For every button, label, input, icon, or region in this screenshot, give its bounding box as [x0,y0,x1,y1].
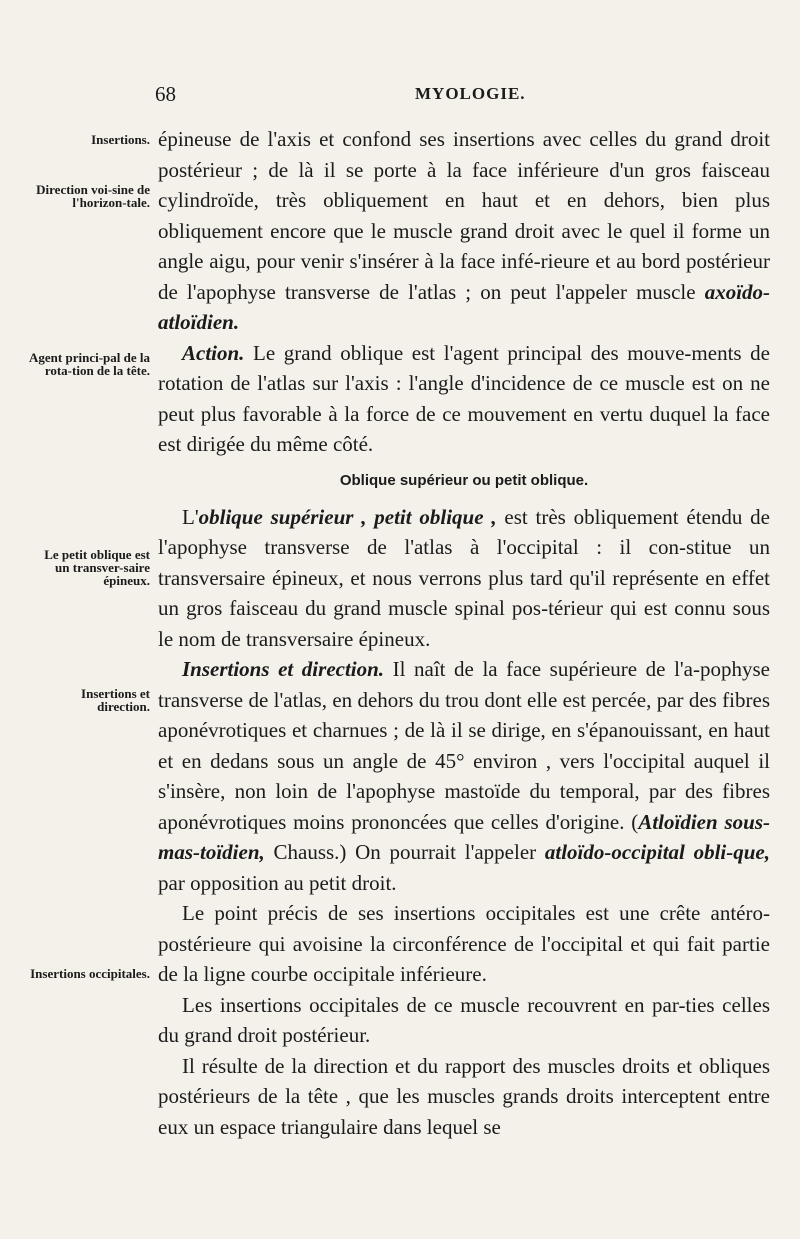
paragraph-text: Il résulte de la direction et du rapport des muscles droits et obliques postérieurs de la tête , que les muscles grands droits interceptent entre eux un espace triangulaire dans lequel se [158,1053,770,1139]
paragraph [158,502,770,655]
paragraph [158,990,770,1051]
italic-term: Atloïdien sous-mas-toïdien, [158,809,770,864]
margin-note-direction: Direction voi-sine de l'horizon-tale. [36,182,150,210]
page-header [155,82,780,112]
italic-term: atloïdo-occipital obli-que, [544,840,771,864]
italic-term: axoïdo-atloïdien. [158,279,771,334]
italic-term: oblique supérieur , petit oblique , [198,504,497,529]
margin-note-agent: Agent princi-pal de la rota-tion de la tête. [29,350,150,378]
paragraph-text: Il naît de la face supérieure de l'a-pophyse transverse de l'atlas, en dehors du trou dont elle est percée, par des fibres aponévrotiques et charnues ; de là il se dirige, en s'épanouissant, en haut et en dedans sous un angle de 45° environ , vers l'occipital auquel il s'insère, non loin de l'apophyse mastoïde du temporal, par des fibres aponévrotiques moins prononcées que celles d'origine. ( [158,657,770,834]
margin-note-petit-oblique: Le petit oblique est un transver-saire épineux. [44,547,150,588]
paragraph-text: Chauss.) On pourrait l'appeler [273,840,537,864]
margin-note-insertions-occipitales: Insertions occipitales. [30,966,150,981]
main-text [158,124,770,1142]
paragraph [158,124,770,338]
paragraph [158,898,770,990]
margin-notes [0,0,160,1239]
paragraph-text: est très obliquement étendu de l'apophyse transverse de l'atlas à l'occipital : il con-stitue un transversaire épineux, et nous verrons plus tard qu'il représente en effet un gros faisceau du grand muscle spinal pos-térieur qui est connu sous le nom de transversaire épineux. [158,504,770,651]
paragraph [158,1051,770,1143]
page-number: 68 [155,82,176,106]
margin-note-insertions-direction: Insertions et direction. [81,686,150,714]
paragraph-text: L' [182,504,199,529]
section-subheading: Oblique supérieur ou petit oblique. [339,471,589,489]
paragraph-text: épineuse de l'axis et confond ses insertions avec celles du grand droit postérieur ; de là il se porte à la face inférieure d'un gros faisceau cylindroïde, très obliquement en haut et en dehors, bien plus obliquement encore que le muscle grand droit avec le quel il forme un angle aigu, pour venir s'insérer à la face infé-rieure et au bord postérieur de l'apophyse transverse de l'atlas ; on peut l'appeler muscle [158,127,770,304]
italic-heading: Action. [182,340,245,365]
paragraph-text: Le grand oblique est l'agent principal des mouve-ments de rotation de l'atlas sur l'axis : l'angle d'incidence de ce muscle est on ne peut plus favorable à la force de ce mouvement en vertu duquel la face est dirigée du même côté. [158,340,771,456]
paragraph-text: par opposition au petit droit. [158,870,397,895]
paragraph-text: Le point précis de ses insertions occipitales est une crête antéro-postérieure qui avoisine la circonférence de l'occipital et qui fait partie de la ligne courbe occipitale inférieure. [158,901,770,986]
paragraph [158,654,770,898]
paragraph-text: Les insertions occipitales de ce muscle recouvrent en par-ties celles du grand droit postérieur. [158,992,770,1047]
paragraph [158,338,770,460]
italic-heading: Insertions et direction. [182,657,385,681]
running-title: MYOLOGIE. [415,84,526,103]
margin-note-insertions: Insertions. [91,132,150,147]
